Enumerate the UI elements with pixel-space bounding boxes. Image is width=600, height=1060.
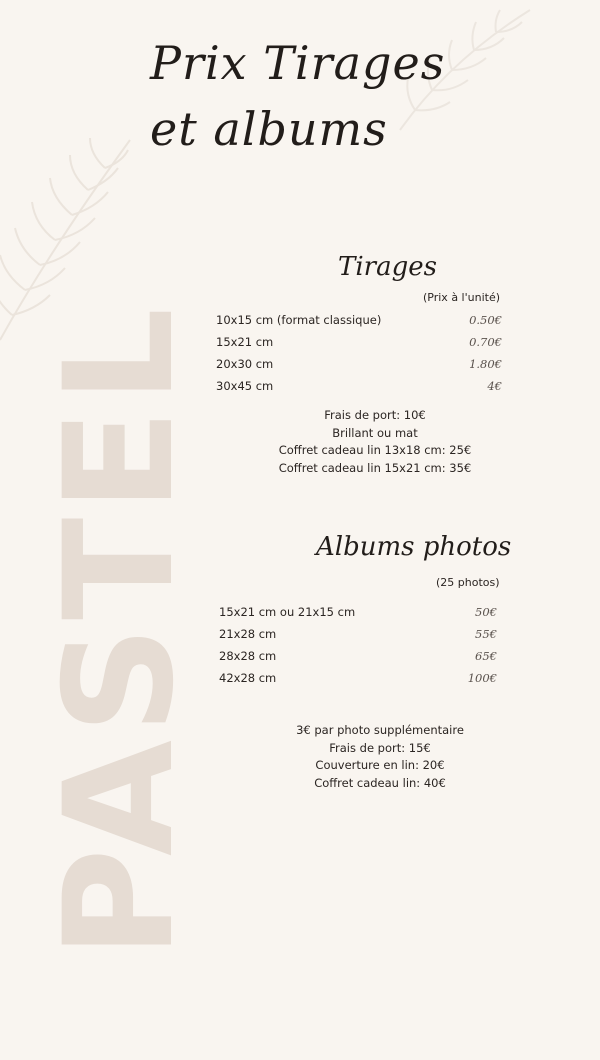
list-item (219, 649, 497, 671)
tirages-info-line: Brillant ou mat (332, 425, 418, 440)
list-item (216, 335, 502, 357)
albums-info-line: 3€ par photo supplémentaire (296, 723, 464, 737)
tirage-size: 30x45 cm (216, 379, 274, 393)
tirage-price: 4€ (487, 379, 502, 393)
tirages-info (250, 407, 500, 477)
album-price: 50€ (475, 605, 497, 619)
list-item (216, 379, 502, 401)
albums-info-line: Frais de port: 15€ (329, 740, 431, 755)
albums-info-line: Coffret cadeau lin: 40€ (314, 775, 446, 790)
list-item (216, 313, 502, 335)
albums-heading: Albums photos (316, 532, 512, 562)
album-size: 42x28 cm (219, 671, 277, 685)
tirage-size: 20x30 cm (216, 357, 274, 371)
tirage-size: 10x15 cm (format classique) (216, 313, 382, 327)
tirages-info-line: Coffret cadeau lin 13x18 cm: 25€ (278, 443, 472, 457)
tirages-price-list (216, 313, 502, 401)
album-size: 28x28 cm (219, 649, 277, 663)
album-price: 55€ (475, 627, 497, 641)
tirages-info-line: Frais de port: 10€ (324, 408, 426, 422)
watermark-text: PASTEL (33, 301, 207, 959)
tirages-heading: Tirages (338, 252, 437, 282)
tirages-info-line: Coffret cadeau lin 15x21 cm: 35€ (278, 460, 472, 475)
tirage-price: 1.80€ (469, 357, 502, 371)
tirage-price: 0.50€ (469, 313, 502, 327)
list-item (219, 627, 497, 649)
tirage-price: 0.70€ (469, 335, 502, 349)
albums-info (255, 722, 505, 792)
page-title: Prix Tirages et albums (150, 36, 446, 156)
album-size: 15x21 cm ou 21x15 cm (219, 605, 356, 619)
tirage-size: 15x21 cm (216, 335, 274, 349)
albums-info-line: Couverture en lin: 20€ (315, 758, 445, 772)
album-price: 65€ (475, 649, 497, 663)
album-size: 21x28 cm (219, 627, 277, 641)
list-item (219, 605, 497, 627)
list-item (219, 671, 497, 693)
album-price: 100€ (467, 671, 497, 685)
albums-note: (25 photos) (436, 576, 500, 589)
albums-price-list (219, 605, 497, 693)
tirages-note: (Prix à l'unité) (423, 291, 501, 304)
list-item (216, 357, 502, 379)
